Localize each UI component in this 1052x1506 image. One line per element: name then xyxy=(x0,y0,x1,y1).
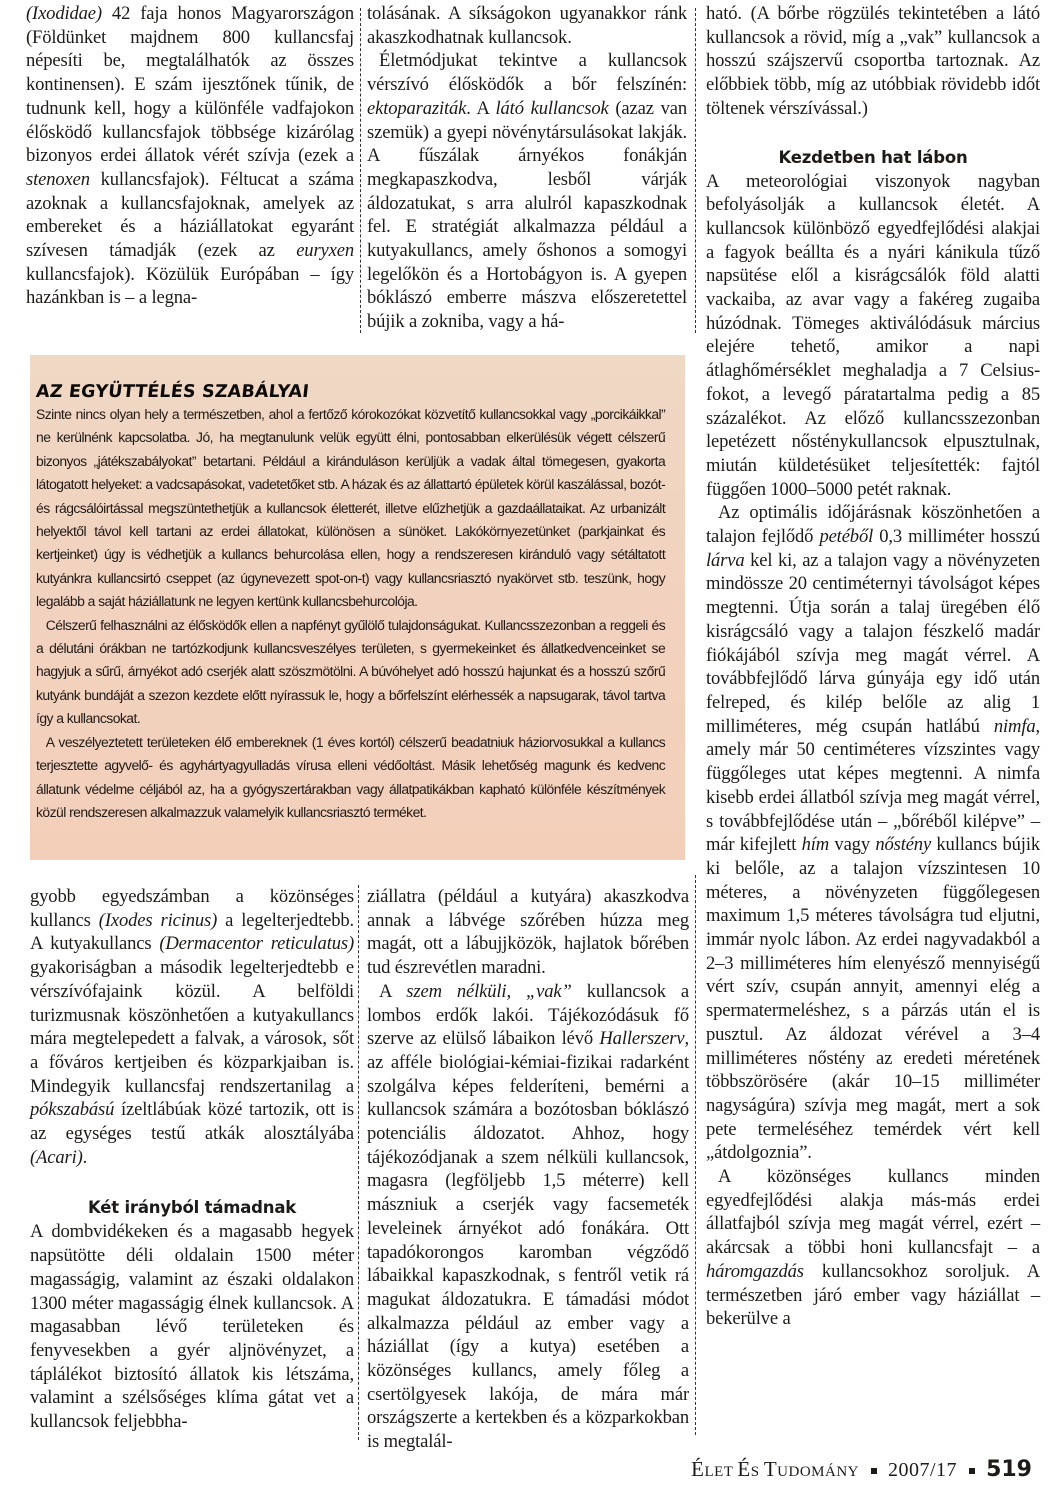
sidebar-paragraph: Szinte nincs olyan hely a természetben, ahol a fertőző kórokozókat közvetítő kullancsokkal vagy „porcikáikkal” ne kerülnénk kapcsolatba. Jó, ha megtanulunk velük együtt élni, pontosabban elkerülésük végett célszerű bizonyos „játékszabályokat” betartani. Például a kiránduláson kerüljük a vadak által tömegesen, gyakorta látogatott helyeket: a vadcsapásokat, vadetetőket stb. A házak és az állattartó épületek körül kaszálással, bozót- és rágcsálóirtással megszüntethetjük a kullancsok életterét, illetve elűzhetjük a gazdaállataikat. Az urbanizált helyektől távol kell tartani az erdei állatokat, különösen a sünöket. Lakókörnyezetünket (parkjainkat és kertjeinket) úgy is védhetjük a kullancs behurcolása ellen, hogy a rendszeresen kiránduló vagy sétáltatott kutyánkra kullancsirtó cseppet (az úgynevezett spot-on-t) vagy kullancsriasztó nyakörvet stb. teszünk, hogy legalább a saját háziállatunk ne legyen kertünk kullancsbehurcolója. xyxy=(36,407,666,611)
paragraph: tolásának. A síkságokon ugyanakkor ránk akaszkodhatnak kullancsok. xyxy=(367,3,687,48)
column-divider xyxy=(695,875,696,1435)
square-bullet-icon xyxy=(969,1468,975,1474)
italic-term: hím xyxy=(801,834,830,856)
paragraph: Életmódjukat tekintve a kullancsok vérszívó élősködők a bőr felszínén: ektoparaziták. A látó kullancsok (azaz van szemük) a gyepi növénytársulásokat lakják. A fűszálak árnyékos fonákján megkapaszkodva, lesből várják áldozatukat, s arra alulról kapaszkodnak fel. E stratégiát alkalmazza például a kutyakullancs, amely őshonos a somogyi legelőkön és a Hortobágyon is. A gyepen bóklászó emberre mászva előszeretettel bújik a zokniba, vagy a há- xyxy=(367,50,687,333)
column-divider xyxy=(695,8,696,333)
italic-term: Hallerszerv xyxy=(599,1028,685,1050)
column-divider xyxy=(358,885,359,1440)
sidebar-paragraph: Célszerű felhasználni az élősködők ellen a napfényt gyűlölő tulajdonságukat. Kullancsszezonban a reggeli és a délutáni órákban ne tartózkodjunk kullancsveszélyes területen, s gyermekeinket és állatkedvenceinket se hagyjuk a sűrű, árnyékot adó cserjék alatt szöszmötölni. A búvóhelyet adó hosszú hajunkat és a hosszú szőrű kutyánk bundáját a szezon kezdete előtt nyírassuk le, hogy a bőrfelszínt elérhessék a napsugarak, távol tartva így a kullancsokat. xyxy=(36,617,666,728)
column-2-bottom xyxy=(367,885,689,1454)
italic-term: (Ixodidae) xyxy=(26,3,102,24)
sidebar-paragraph: A veszélyeztetett területeken élő embereknek (1 éves kortól) célszerű beadatniuk háziorvosukkal a kullancs terjesztette agyvelő- és agyhártyagyulladás vírusa elleni védőoltást. Másik lehetőség magunk és kedvenc állatunk védelme céljából az, ha a gyógyszertárakban vagy állatpatikákban kapható különféle készítmények közül rendszeresen alkalmazzuk valamelyik kullancsriasztó terméket. xyxy=(36,734,666,821)
paragraph: ziállatra (például a kutyára) akaszkodva annak a lábvége szőrében húzza meg magát, ott a lábujjközök, hajlatok bőrében tud észrevétlen maradni. xyxy=(367,886,689,979)
italic-term: látó kullancsok xyxy=(495,97,609,119)
magazine-name: ÉLET ÉS TUDOMÁNY xyxy=(691,1457,859,1481)
italic-term: stenoxen xyxy=(26,168,90,190)
section-heading-kezdetben-hat-labon: Kezdetben hat lábon xyxy=(778,147,968,167)
sidebar-box xyxy=(30,355,685,860)
italic-term: euryxen xyxy=(296,240,354,262)
column-divider xyxy=(360,8,361,333)
paragraph: A dombvidékeken és a magasabb hegyek napsütötte déli oldalain 1500 méter magasságig, valamint az északi oldalakon 1300 méter magasságig élnek kullancsok. A magasabban lévő területeken és fenyvesekben a gyér aljnövényzet, a táplálékot biztosító állatok kis létszáma, valamint a szélsőséges klíma gátat vet a kullancsok feljebbha- xyxy=(30,1221,354,1433)
paragraph: A közönséges kullancs minden egyedfejlődési alakja más-más erdei állatfajból szívja meg magát vérrel, ezért – akárcsak a többi honi kullancsfajt – a háromgazdás kullancsokhoz soroljuk. A természetben járó ember vagy háziállat – bekerülve a xyxy=(706,1166,1040,1330)
italic-term: nimfa xyxy=(993,715,1036,737)
column-1-bottom xyxy=(30,885,354,1434)
column-1-top xyxy=(26,2,354,310)
issue-number: 2007/17 xyxy=(888,1459,958,1481)
column-2-top xyxy=(367,2,687,334)
italic-term: pókszabású xyxy=(30,1099,115,1121)
column-3 xyxy=(706,2,1040,1331)
paragraph: A meteorológiai viszonyok nagyban befolyásolják a kullancsok életét. A kullancsok különböző egyedfejlődési alakjai a fagyok beállta és a nyári kánikula tűző napsütése elől a kisrágcsálók föld alatti vackaiba, az avar vagy a fakéreg zugaiba húzódnak. Tömeges aktiválódásuk március elejére tehető, amikor a napi átlaghőmérséklet meghaladja a 7 Celsius-fokot, a levegő páratartalma pedig a 85 százalékot. Az előző kullancsszezonban lepetézett nősténykullancsok elpusztulnak, miután küldetésüket teljesítették: fajtól függően 1000–5000 petét raknak. xyxy=(706,170,1040,500)
italic-term: nőstény xyxy=(875,834,932,856)
italic-term: (Ixodes ricinus) xyxy=(98,909,218,931)
italic-term: petéből xyxy=(819,526,874,548)
italic-term: ektoparaziták xyxy=(367,97,467,119)
page-footer xyxy=(691,1457,1032,1482)
italic-term: szem nélküli, „vak” xyxy=(406,980,572,1002)
sidebar-body xyxy=(36,404,665,825)
italic-term: (Acari) xyxy=(30,1146,83,1168)
italic-term: (Dermacentor reticulatus) xyxy=(159,933,354,955)
sidebar-title: AZ EGYÜTTÉLÉS SZABÁLYAI xyxy=(34,382,311,402)
page-number: 519 xyxy=(986,1457,1032,1482)
paragraph: ható. (A bőrbe rögzülés tekintetében a látó kullancsok a rövid, míg a „vak” kullancsok a hosszú szájszervű csoportba tartoznak. Az előbbiek több, míg az utóbbiak rövidebb időt töltenek vérszívással.) xyxy=(706,3,1040,119)
paragraph: (Ixodidae) 42 faja honos Magyarországon (Földünket majdnem 800 kullancsfaj népesíti be, megtalálhatók az összes kontinensen). E szám ijesztőnek tűnik, de tudnunk kell, hogy a különféle vadfajokon élősködő kullancsfajok többsége kizárólag bizonyos erdei állatok vérét szívja (ezek a stenoxen kullancsfajok). Féltucat a száma azoknak a kullancsfajoknak, amelyek az embereket és a háziállatokat egyaránt szívesen támadják (ezek az euryxen kullancsfajok). Közülük Európában – így hazánkban is – a legna- xyxy=(26,3,354,309)
italic-term: lárva xyxy=(706,549,745,571)
italic-term: háromgazdás xyxy=(706,1260,804,1282)
paragraph: gyobb egyedszámban a közönséges kullancs (Ixodes ricinus) a legelterjedtebb. A kutyakullancs (Dermacentor reticulatus) gyakoriságban a második legelterjedtebb e vérszívófajaink közül. A belföldi turizmusnak köszönhetően a kutyakullancs mára megtelepedett a falvak, a városok, sőt a főváros kertjeiben és közparkjaiban is. Mindegyik kullancsfaj rendszertanilag a pókszabású ízeltlábúak közé tartozik, ott is az egységes testű atkák alosztályába (Acari). xyxy=(30,886,355,1168)
section-heading-ket-iranybol-tamadnak: Két irányból támadnak xyxy=(87,1198,297,1218)
square-bullet-icon xyxy=(871,1468,877,1474)
paragraph: Az optimális időjárásnak köszönhetően a talajon fejlődő petéből 0,3 milliméter hosszú lárva kel ki, az a talajon vagy a növényzeten mindössze 20 centiméternyi távolságot képes megtenni. Útja során a talaj üregében élő kisrágcsáló vagy a talajon fészkelő madár fiókájából szívja meg magát vérrel. A továbbfejlődő lárva gúnyája egy idő után felreped, és kilép belőle az alig 1 milliméteres, még csupán hatlábú nimfa, amely már 50 centiméteres vízszintes vagy függőleges utat képes megtenni. A nimfa kisebb erdei állatból szívja meg magát vérrel, s továbbfejlődése után – „bőréből kilépve” – már kifejlett hím vagy nőstény kullancs bújik ki belőle, az a talajon vízszintesen 10 méteres, a növényzeten függőlegesen maximum 1,5 méteres távolságra tud eljutni, immár nyolc lábon. Az erdei nagyvadakból a 2–3 milliméteres hím elenyésző mennyiségű vért szív, csupán annyit, amennyi elég a spermatermeléshez, s a párzás után el is pusztul. Az áldozat vérével a 3–4 milliméteres nőstény az eredeti méretének többszörösére (akár 10–15 milliméter nagyságúra) szívja meg magát, mert a sok pete termeléséhez temérdek vért kell „átdolgoznia”. xyxy=(706,502,1040,1164)
paragraph: A szem nélküli, „vak” kullancsok a lombos erdők lakói. Tájékozódásuk fő szerve az elülső lábaikon lévő Hallerszerv, az afféle biológiai-kémiai-fizikai radarként szolgálva képes felderíteni, bemérni a kullancsok számára a bozótosban bóklászó potenciális áldozatot. Ahhoz, hogy tájékozódjanak a szem nélküli kullancsok, magasra (legföljebb 1,5 méterre) kell mászniuk a cserjék vagy facsemeték leveleinek árnyékot adó fonákára. Ott tapadókorongos karomban végződő lábaikkal kapaszkodnak, s fentről vetik rá magukat áldozatukra. E támadási módot alkalmazza például az ember vagy a háziállat (így a kutya) esetében a közönséges kullancs, amely főleg a csertölgyesek lakója, de mára már országszerte a kertekben és a közparkokban is megtalál- xyxy=(367,980,689,1453)
